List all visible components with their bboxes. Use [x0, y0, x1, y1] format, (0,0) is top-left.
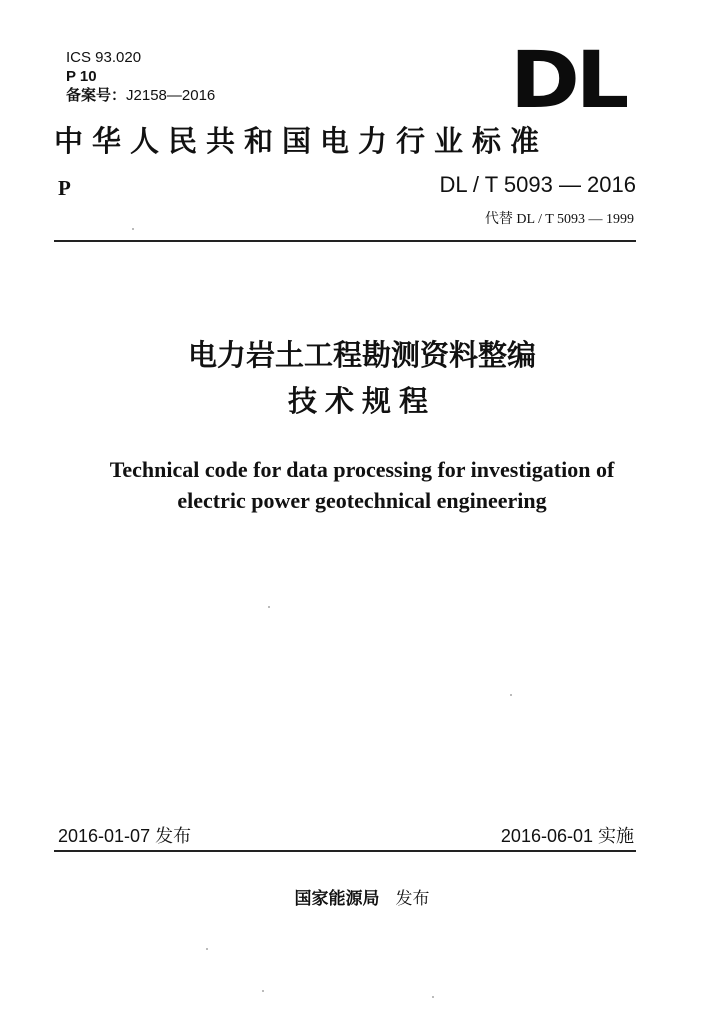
scan-speck	[132, 228, 134, 230]
chinese-title-line-1: 电力岩土工程勘测资料整编	[187, 338, 536, 372]
issue-date: 2016-01-07 发布	[58, 826, 192, 846]
effective-date: 2016-06-01 实施	[500, 826, 634, 846]
english-title-line-2: electric power geotechnical engineering	[177, 488, 547, 513]
record-number: J2158—2016	[126, 87, 216, 104]
document-meta	[66, 48, 215, 105]
standard-number: DL / T 5093 — 2016	[439, 172, 636, 197]
publisher-action: 发布	[395, 889, 430, 909]
dl-logo: DL	[510, 36, 625, 126]
scan-speck	[268, 606, 270, 608]
organization-title: 中华人民共和国电力行业标准	[54, 124, 549, 158]
scan-speck	[206, 948, 208, 950]
chinese-title	[0, 332, 724, 424]
chinese-title-line-2: 技术规程	[287, 384, 436, 418]
top-divider	[54, 240, 636, 242]
publisher-name: 国家能源局	[294, 889, 380, 909]
english-title	[0, 454, 724, 516]
english-title-line-1: Technical code for data processing for investigation of	[109, 457, 615, 482]
scan-speck	[262, 990, 264, 992]
record-label: 备案号：	[66, 87, 127, 104]
replaces-standard: 代替 DL / T 5093 — 1999	[484, 212, 634, 227]
scan-speck	[510, 694, 512, 696]
record-number-line	[66, 86, 215, 105]
p-code: P 10	[66, 68, 97, 85]
category-code: P	[58, 176, 71, 200]
ics-code: ICS 93.020	[66, 49, 142, 66]
scan-speck	[432, 996, 434, 998]
bottom-divider	[54, 850, 636, 852]
publisher-line	[0, 884, 724, 909]
